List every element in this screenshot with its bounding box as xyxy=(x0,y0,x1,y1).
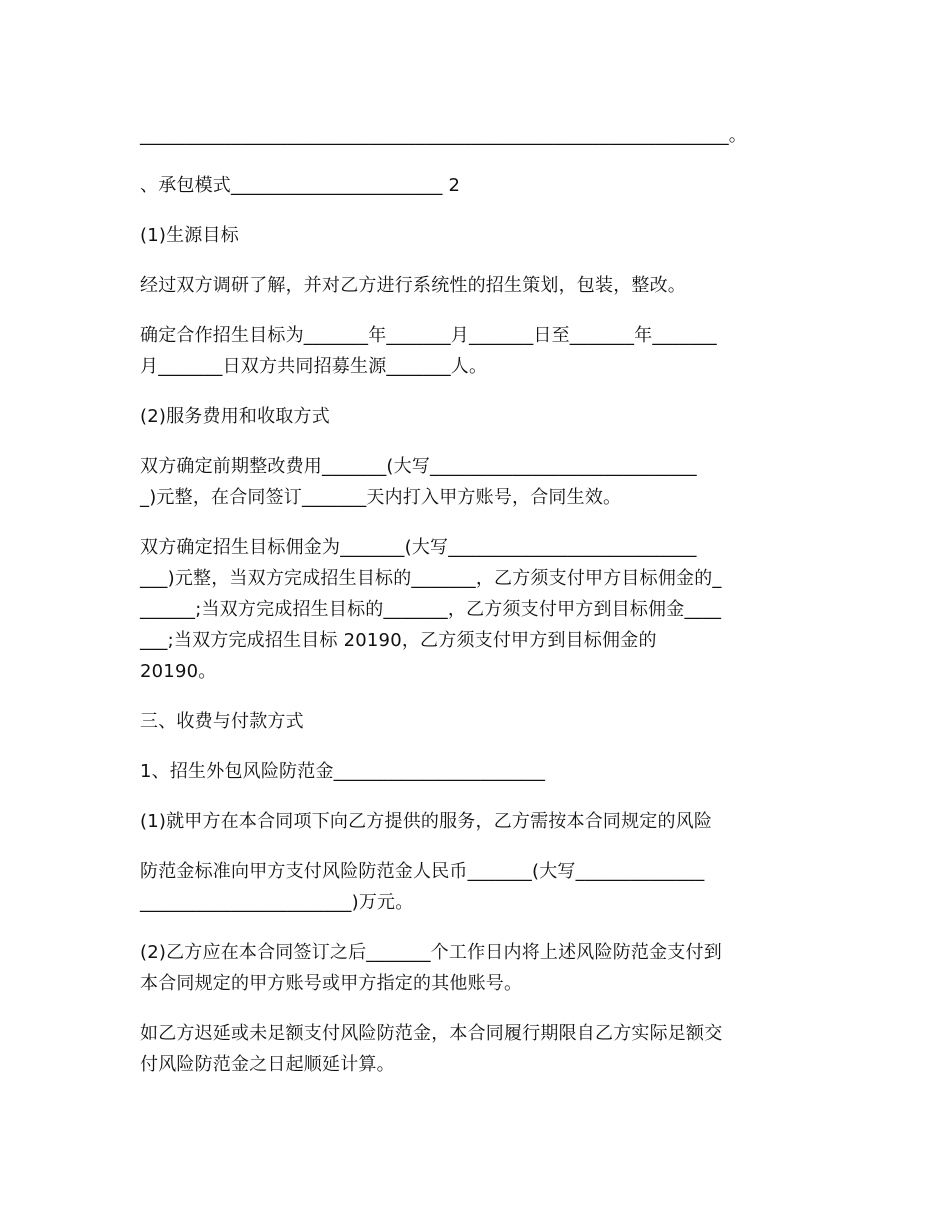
heading-student-target: (1)生源目标 xyxy=(140,225,239,246)
paragraph-target-dates: 确定合作招生目标为_______年_______月_______日至_______年_______ 月_______日双方共同招募生源_______人。 xyxy=(140,325,717,377)
heading-risk-deposit: 1、招生外包风险防范金_______________________ xyxy=(140,761,546,782)
paragraph-research: 经过双方调研了解，并对乙方进行系统性的招生策划，包装，整改。 xyxy=(140,275,686,296)
heading-service-fee: (2)服务费用和收取方式 xyxy=(140,406,330,427)
paragraph-risk-amount: 防范金标准向甲方支付风险防范金人民币_______(大写______________ _______________________)万元。 xyxy=(140,861,705,913)
blank-line-end: ________________________________________________________________。 xyxy=(140,125,747,146)
paragraph-delay-clause: 如乙方迟延或未足额支付风险防范金，本合同履行期限自乙方实际足额交 付风险防范金之日起顺延计算。 xyxy=(140,1023,723,1075)
section-contract-mode: 、承包模式_______________________ 2 xyxy=(140,175,461,196)
paragraph-payment-deadline: (2)乙方应在本合同签订之后_______个工作日内将上述风险防范金支付到 本合同规定的甲方账号或甲方指定的其他账号。 xyxy=(140,942,722,994)
contract-page xyxy=(140,120,812,1099)
paragraph-commission: 双方确定招生目标佣金为_______(大写___________________________ ___)元整，当双方完成招生目标的_______，乙方须支付甲方目标佣金的_ ______;当双方完成招生目标的_______，乙方须支付甲方到目标佣金____ ___;当双方完成招生目标 20190，乙方须支付甲方到目标佣金的 20190。 xyxy=(140,537,722,682)
heading-payment-method: 三、收费与付款方式 xyxy=(140,711,304,732)
paragraph-risk-service: (1)就甲方在本合同项下向乙方提供的服务，乙方需按本合同规定的风险 xyxy=(140,811,713,832)
paragraph-rectification-fee: 双方确定前期整改费用_______(大写_____________________________ _)元整，在合同签订_______天内打入甲方账号，合同生效。 xyxy=(140,456,697,508)
